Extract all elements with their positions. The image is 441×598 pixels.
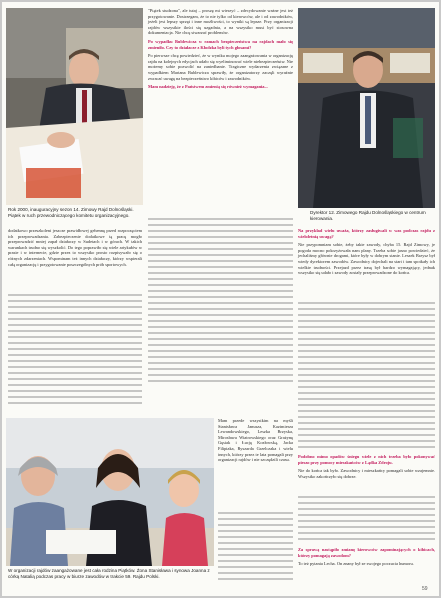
- paragraph: dodatkowo przeszkoleni jeszcze prawidłowej gehennę przed rozpoczęciem ich przeprowadzania. Zabezpieczenie dodatkowe tą pracę mogło przeprowadzić mniej zapał działaczy w Sudetach i w górach. W takich warunkach trudno się wyszkolić. Do tego poprawiło się wiele artykułów w prasie i w internecie, gdzie przez to wszystko prosto rozpisywało się o różnych zdarzeniach. Wspominam też innych działaczy, którzy wspierali całą organizację i przygotowanie poszczególnych prób sportowych.: [8, 228, 142, 267]
- paragraph: Mam przede wszystkim na myśli Stanisława Janusza, Kazimierza Lewandowskiego, Leszka Brzyska, Mirosława Wiatrowskiego oraz Grażynę Gęsiak i Łucję Kozłowską, Jacka Filipiaka, Ryszarda Grzelczaka i wielu innych, którzy przez te lata pomagali przy organizacji rajdów i nie szczędzili czasu.: [218, 418, 293, 463]
- column-right-end: [298, 547, 435, 567]
- paragraph: Nie do końca tak było. Zawodnicy i mieszkańcy pomagali sobie wzajemnie. Wszystko zakończyło się dobrze.: [298, 468, 435, 479]
- photo-bottom-left-caption: W organizacji rajdów zaangażowane jest cała rodzina Piątków. Żona Stanisława i synowa Joanna z córką Natalią podczas pracy w biurze zawodów w trakcie 59. Rajdu Polski.: [8, 568, 210, 579]
- photo-top-right: [298, 8, 435, 208]
- photo-top-right-caption: Dyrektor 12. Zimowego Rajdu Dolnośląskiego w centrum kierowania.: [310, 210, 426, 221]
- pull-question: Po wypadku Bublewicza w ramach bezpieczeństwa na rajdach mało się zmieniło. Czy to działacze z Kłodzka byli tych głosami?: [148, 38, 293, 50]
- column-right-lower: [298, 454, 435, 479]
- photo-top-left-caption: Rok 2000, inauguracyjny sezon 14. Zimowy Rajd Dolnośląski. Piątek w ruch przewodniczącego komitetu organizacyjnego.: [8, 207, 134, 218]
- pull-question: Podobno mimo opadów śniegu wiele z nich trzeba było pokonywać pieszo przy pomocy mieszkańców z Lądka Zdroju.: [298, 454, 435, 465]
- man-writing-photo: [6, 8, 143, 205]
- paragraph: Nie przypomniam sobie, żeby takie zawody, chyba 15. Rajd Zimowy, je pogoda mocno pokrzyżowała nam plany. Trzeba sobie jasno powiedzieć, że jechaliśmy głównie drogami, które były w dobrym stanie. Leszek Brzysz był wtedy dyrektorem zawodów. Zawodnicy dojechali na start i tam spotkały ich wielkie trudności. Przejazd przez trasę był bardzo wymagający, jednak wszystko się udało i zawody zostały przeprowadzone do końca.: [298, 242, 435, 276]
- paragraph: Po pierwsze chcę powiedzieć, że w wyniku mojego zaangażowania w organizację rajdu na kolejnych edycjach udało się wyeliminować wiele niebezpieczeństw. Nie możemy sobie pozwolić na zaniedbanie. Tragiczne wydarzenia związane z wypadkiem Mariana Bublewicza sprawiły, że organizatorzy zaczęli wyraźnie zwracać uwagę na bezpieczeństwo kibiców i zawodników.: [148, 53, 293, 81]
- photo-bottom-left: [6, 418, 214, 566]
- paragraph: "Piątek studzona", ale tutaj – proszę mi wierzyć – zdecydowanie ważne jest też przygotowanie. Dostrzegam, że to nie tylko od kierowców, ale i od zawodników, jeżeli jest lepszy sprzęt i inne możliwości, to wyniki są lepsze. Przy organizacji rajdów wszystkie ilości się uzgadnia, a na wszystko musi być stosowna dokumentacja. Nie chcę stwarzać problemów.: [148, 8, 293, 36]
- director-photo: [298, 8, 435, 208]
- photo-top-left: [6, 8, 143, 205]
- magazine-page: [2, 2, 439, 596]
- family-office-photo: [6, 418, 214, 566]
- column-right: [298, 228, 435, 276]
- pull-question: Mam nadzieję, że z Państwem zmienią się również wymagania...: [148, 84, 268, 90]
- paragraph: To też pytania Lecha. On znany był ze swojego poczucia humoru.: [298, 561, 414, 567]
- pull-question: Za sprawą nastąpiło zmianę kierowców zapominających o kibicach, którzy pomagają zawodom?: [298, 547, 435, 558]
- column-middle-bottom: [218, 418, 293, 463]
- pull-question: Na przykład wielu uważa, którzy zasługiwali w was podczas rajdu z wieloletnią uwagą?: [298, 228, 435, 239]
- column-middle-top: [148, 8, 293, 90]
- page-number: 59: [422, 586, 428, 592]
- column-left-bottom: [8, 228, 142, 267]
